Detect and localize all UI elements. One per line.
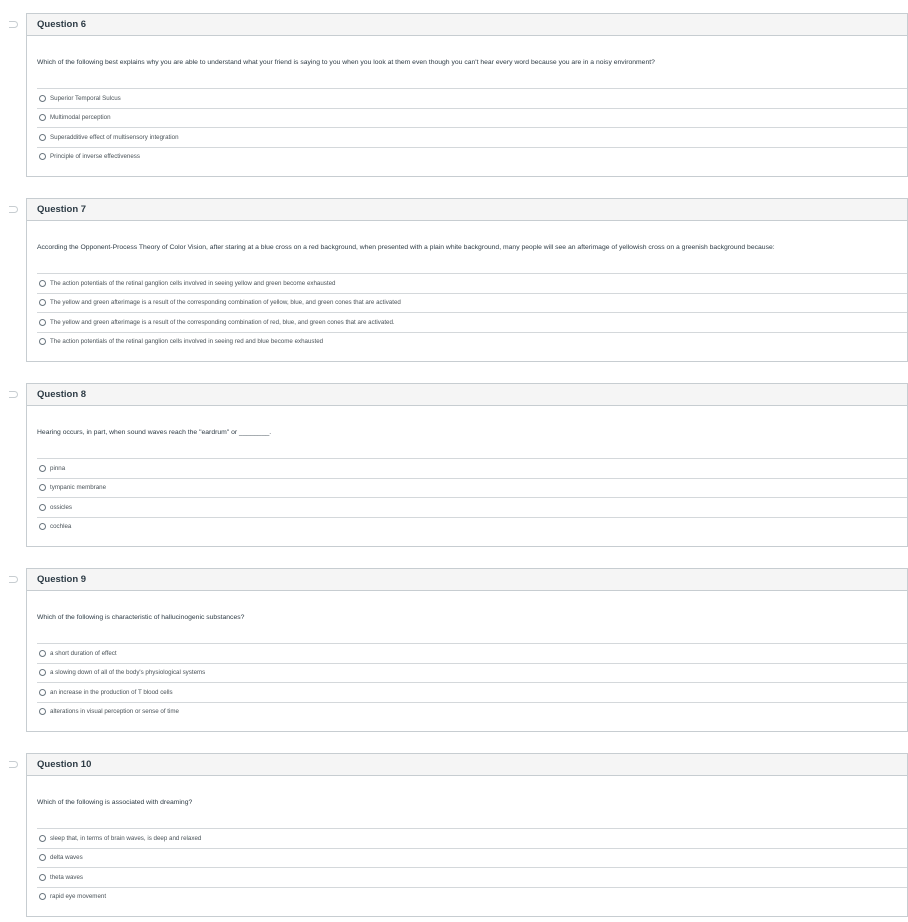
- flag-question-icon[interactable]: [9, 761, 18, 768]
- answer-option[interactable]: [37, 867, 907, 887]
- question-title: Question 9: [37, 574, 87, 585]
- answer-option[interactable]: [37, 273, 907, 293]
- answer-list: [37, 643, 907, 721]
- flag-question-icon[interactable]: [9, 391, 18, 398]
- answer-option[interactable]: [37, 332, 907, 352]
- radio-button[interactable]: [39, 669, 46, 676]
- answer-label: delta waves: [50, 854, 83, 862]
- radio-button[interactable]: [39, 835, 46, 842]
- question-card: [26, 13, 908, 177]
- answer-option[interactable]: [37, 517, 907, 537]
- answer-label: sleep that, in terms of brain waves, is deep and relaxed: [50, 834, 202, 842]
- answer-option[interactable]: [37, 88, 907, 108]
- question-text: Hearing occurs, in part, when sound waves reach the "eardrum" or ________.: [37, 429, 272, 436]
- answer-list: [37, 88, 907, 166]
- radio-button[interactable]: [39, 153, 46, 160]
- answer-label: Multimodal perception: [50, 114, 111, 122]
- radio-button[interactable]: [39, 319, 46, 326]
- answer-label: an increase in the production of T blood cells: [50, 688, 173, 696]
- question-text: According the Opponent-Process Theory of Color Vision, after staring at a blue cross on a red background, when presented with a plain white background, many people will see an afterimage of yellowish cross on a greenish background because:: [37, 244, 775, 251]
- answer-label: alterations in visual perception or sense of time: [50, 708, 179, 716]
- radio-button[interactable]: [39, 280, 46, 287]
- radio-button[interactable]: [39, 114, 46, 121]
- answer-option[interactable]: [37, 848, 907, 868]
- answer-list: [37, 828, 907, 906]
- flag-question-icon[interactable]: [9, 21, 18, 28]
- radio-button[interactable]: [39, 465, 46, 472]
- question-card: [26, 753, 908, 917]
- answer-option[interactable]: [37, 643, 907, 663]
- answer-label: pinna: [50, 464, 66, 472]
- question-header: [27, 569, 907, 591]
- answer-option[interactable]: [37, 147, 907, 167]
- radio-button[interactable]: [39, 338, 46, 345]
- radio-button[interactable]: [39, 650, 46, 657]
- radio-button[interactable]: [39, 893, 46, 900]
- answer-option[interactable]: [37, 497, 907, 517]
- answer-label: Superadditive effect of multisensory integration: [50, 133, 179, 141]
- radio-button[interactable]: [39, 708, 46, 715]
- question-header: [27, 384, 907, 406]
- answer-label: The yellow and green afterimage is a result of the corresponding combination of yellow, blue, and green cones that are activated: [50, 299, 401, 307]
- answer-option[interactable]: [37, 458, 907, 478]
- answer-option[interactable]: [37, 663, 907, 683]
- question-title: Question 10: [37, 759, 92, 770]
- answer-option[interactable]: [37, 887, 907, 907]
- question-card: [26, 198, 908, 362]
- answer-label: tympanic membrane: [50, 484, 107, 492]
- answer-option[interactable]: [37, 312, 907, 332]
- answer-label: ossicles: [50, 503, 73, 511]
- radio-button[interactable]: [39, 134, 46, 141]
- answer-label: a short duration of effect: [50, 649, 117, 657]
- answer-label: theta waves: [50, 873, 84, 881]
- answer-option[interactable]: [37, 702, 907, 722]
- radio-button[interactable]: [39, 299, 46, 306]
- answer-list: [37, 273, 907, 351]
- radio-button[interactable]: [39, 95, 46, 102]
- answer-label: Superior Temporal Sulcus: [50, 94, 121, 102]
- flag-question-icon[interactable]: [9, 576, 18, 583]
- answer-label: Principle of inverse effectiveness: [50, 153, 140, 161]
- question-title: Question 8: [37, 389, 87, 400]
- answer-label: rapid eye movement: [50, 893, 107, 901]
- radio-button[interactable]: [39, 689, 46, 696]
- radio-button[interactable]: [39, 484, 46, 491]
- answer-option[interactable]: [37, 478, 907, 498]
- answer-option[interactable]: [37, 682, 907, 702]
- question-title: Question 7: [37, 204, 87, 215]
- radio-button[interactable]: [39, 854, 46, 861]
- question-text: Which of the following best explains why you are able to understand what your friend is saying to you when you look at them even though you can't hear every word because you are in a noisy environment?: [37, 59, 655, 66]
- question-card: [26, 568, 908, 732]
- question-text: Which of the following is characteristic of hallucinogenic substances?: [37, 614, 245, 621]
- radio-button[interactable]: [39, 523, 46, 530]
- radio-button[interactable]: [39, 874, 46, 881]
- answer-option[interactable]: [37, 828, 907, 848]
- answer-label: The yellow and green afterimage is a result of the corresponding combination of red, blue, and green cones that are activated.: [50, 318, 395, 326]
- answer-list: [37, 458, 907, 536]
- answer-option[interactable]: [37, 108, 907, 128]
- radio-button[interactable]: [39, 504, 46, 511]
- question-header: [27, 754, 907, 776]
- answer-label: cochlea: [50, 523, 72, 531]
- question-header: [27, 199, 907, 221]
- flag-question-icon[interactable]: [9, 206, 18, 213]
- answer-option[interactable]: [37, 127, 907, 147]
- question-header: [27, 14, 907, 36]
- question-text: Which of the following is associated with dreaming?: [37, 799, 193, 806]
- question-card: [26, 383, 908, 547]
- question-title: Question 6: [37, 19, 87, 30]
- answer-label: The action potentials of the retinal ganglion cells involved in seeing yellow and green become exhausted: [50, 279, 336, 287]
- answer-option[interactable]: [37, 293, 907, 313]
- answer-label: The action potentials of the retinal ganglion cells involved in seeing red and blue become exhausted: [50, 338, 324, 346]
- answer-label: a slowing down of all of the body's physiological systems: [50, 669, 206, 677]
